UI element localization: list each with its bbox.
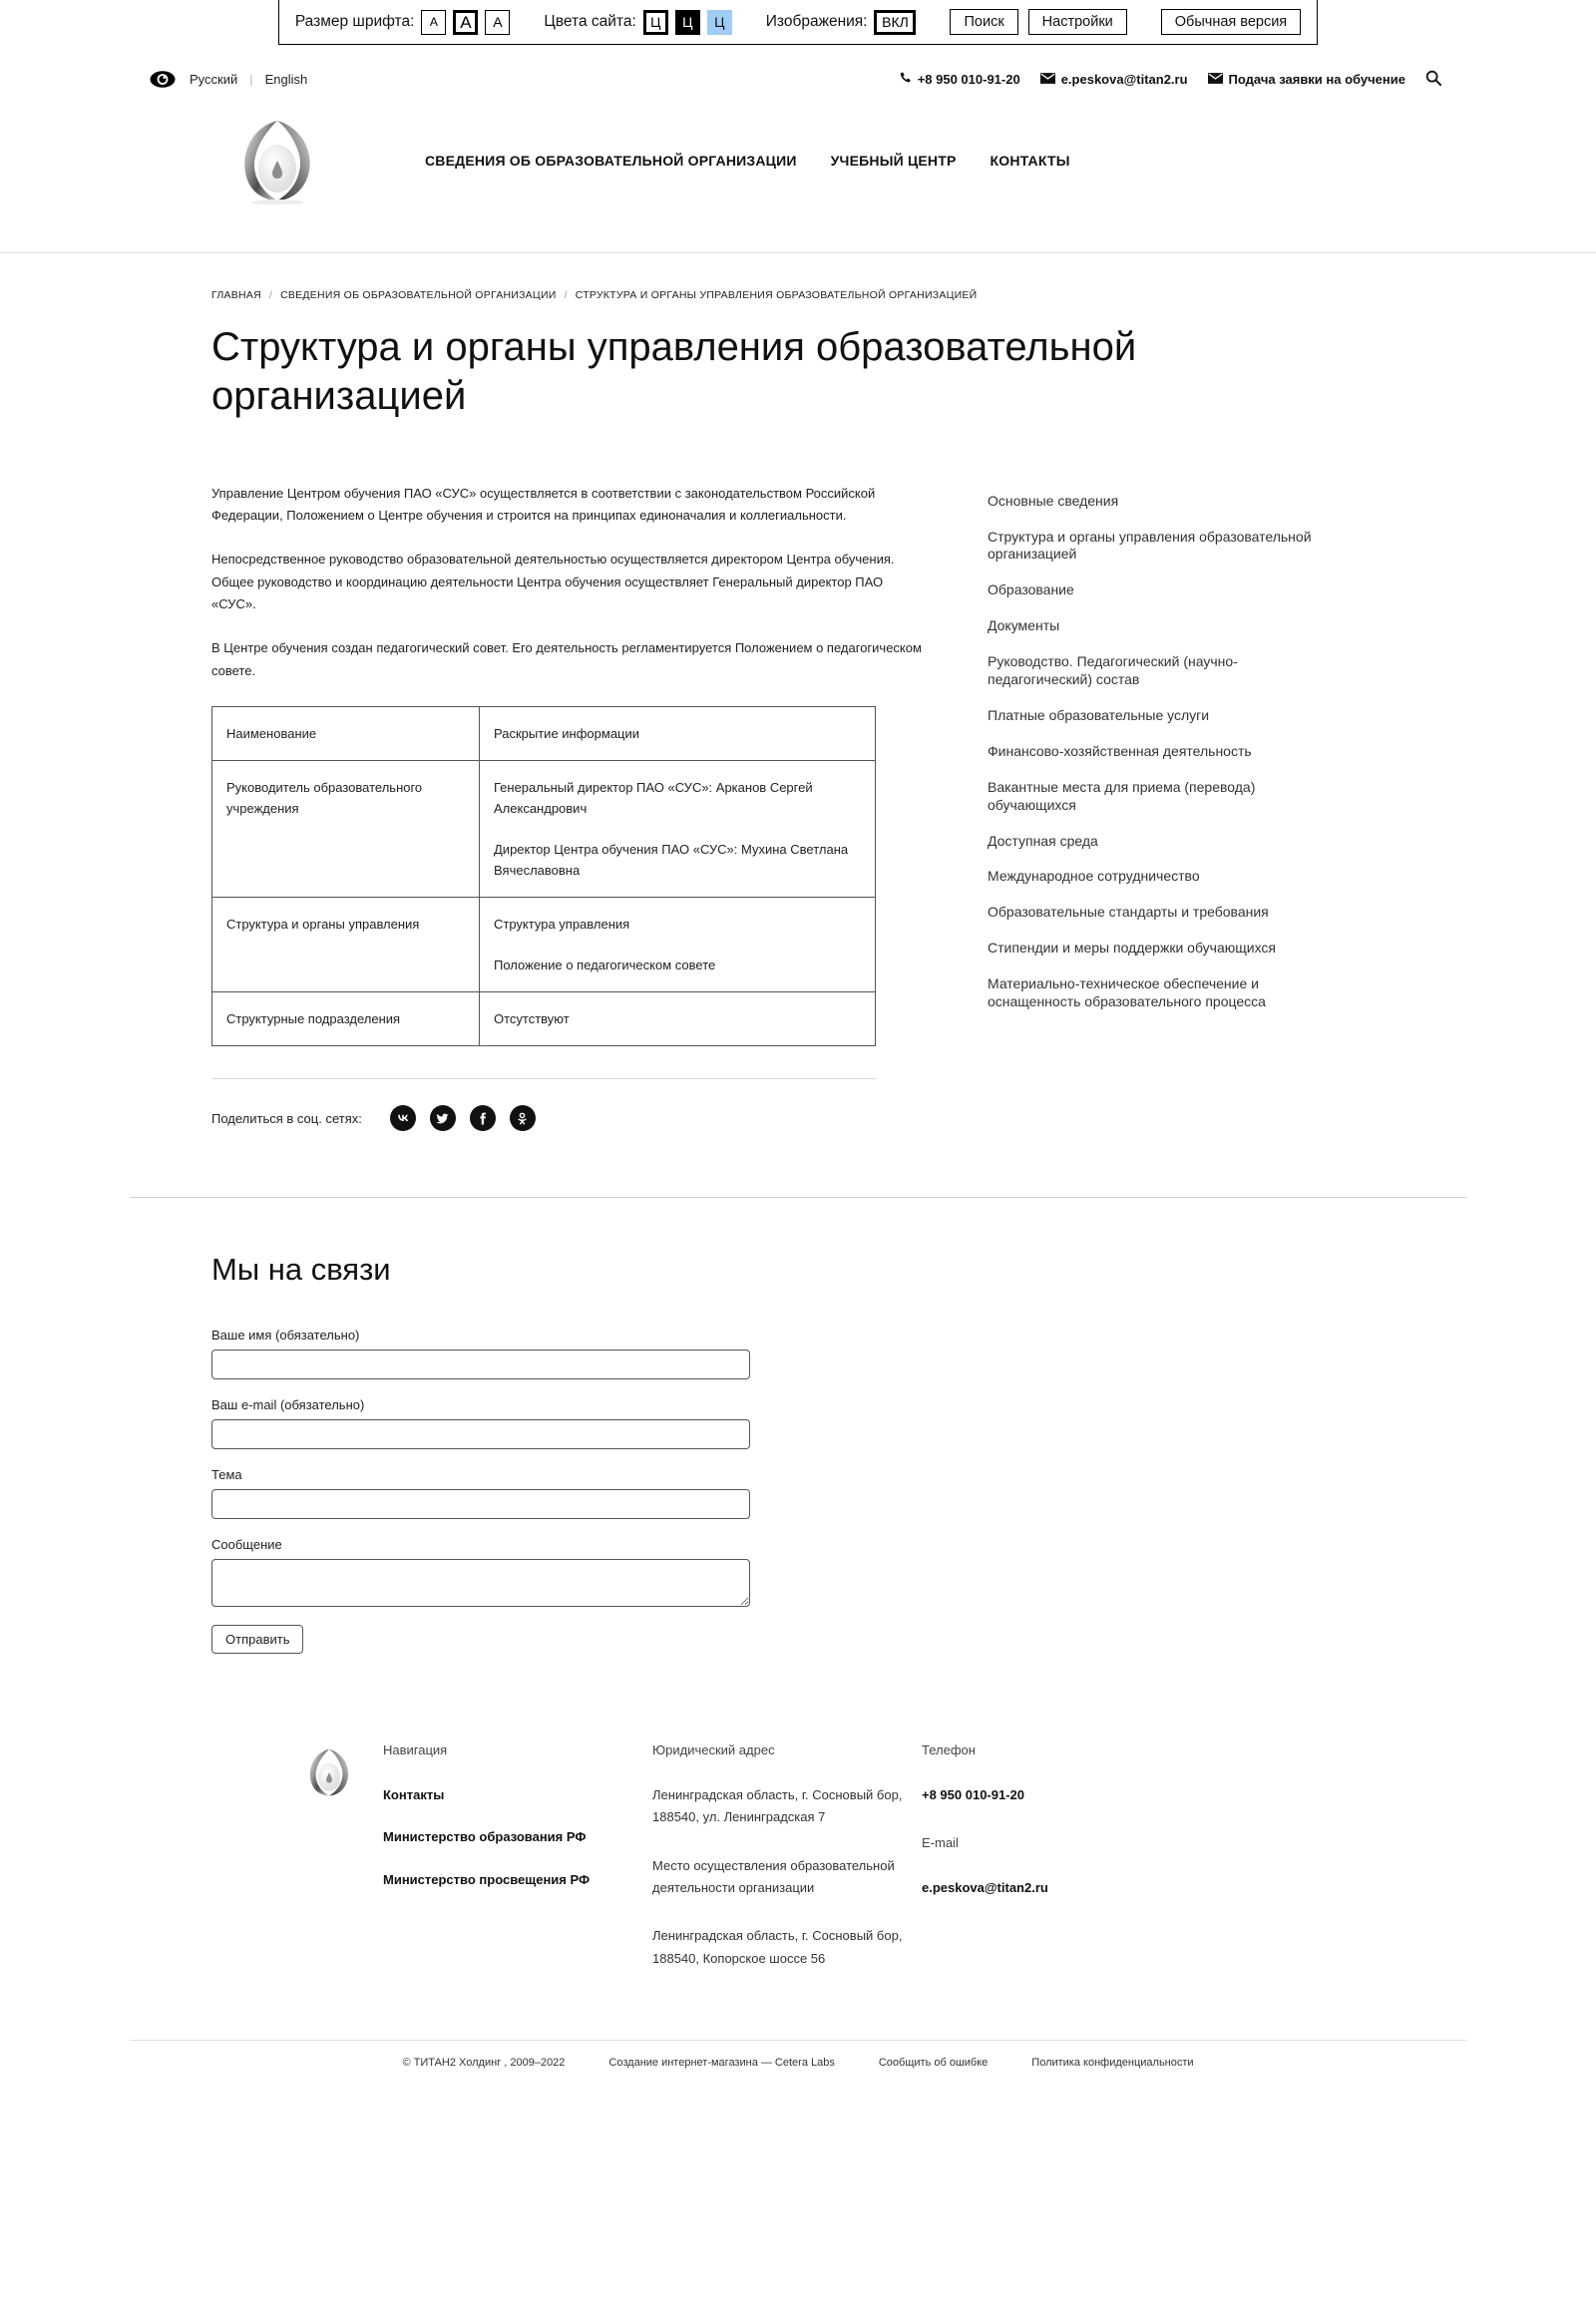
color-scheme-blue-button[interactable]: Ц (707, 10, 732, 35)
table-cell-value-2 (480, 992, 876, 1046)
table-cell-line: Структура управления (494, 917, 630, 933)
images-toggle-button[interactable]: ВКЛ (874, 10, 916, 35)
footer-logo[interactable] (211, 1739, 331, 1970)
table-header-disclosure: Раскрытие информации (480, 707, 876, 761)
lang-link-ru[interactable]: Русский (190, 72, 238, 87)
form-container (130, 1197, 1466, 1654)
application-text: Подача заявки на обучение (1228, 72, 1405, 87)
table-cell-value-1 (480, 898, 876, 992)
name-field[interactable] (211, 1350, 750, 1379)
table-cell-name-0: Руководитель образовательного учреждения (212, 761, 480, 898)
odnoklassniki-icon[interactable] (510, 1105, 536, 1131)
sidebar-item-material-support[interactable]: Материально-техническое обеспечение и оснащенность образовательного процесса (988, 975, 1266, 1010)
page-title: Структура и органы управления образовательной организацией (211, 325, 1137, 418)
submit-button[interactable]: Отправить (211, 1625, 303, 1654)
sidebar-item-standards[interactable]: Образовательные стандарты и требования (988, 904, 1269, 921)
top-utility-bar (130, 48, 1466, 103)
font-size-small-button[interactable]: А (421, 10, 446, 35)
footer-email-value[interactable]: e.peskova@titan2.ru (922, 1879, 1048, 1895)
table-cell-line: Генеральный директор ПАО «СУС»: Арканов Сергей Александрович (494, 780, 813, 817)
eye-icon[interactable] (150, 71, 176, 88)
table-cell-value-0 (480, 761, 876, 898)
nav-item-about[interactable]: СВЕДЕНИЯ ОБ ОБРАЗОВАТЕЛЬНОЙ ОРГАНИЗАЦИИ (425, 153, 797, 169)
top-utility-right (899, 70, 1466, 89)
sidebar-item-basic-info[interactable]: Основные сведения (988, 492, 1119, 509)
lang-divider: | (249, 72, 253, 87)
table-cell-line: Директор Центра обучения ПАО «СУС»: Мухина Светлана Вячеславовна (494, 842, 849, 879)
table-row (212, 761, 876, 898)
footer-address-value: Ленинградская область, г. Сосновый бор, 188540, ул. Ленинградская 7 (652, 1786, 903, 1825)
intro-paragraph-1: Управление Центром обучения ПАО «СУС» осуществляется в соответствии с законодательством Российской Федерации, Положением о Центре обучения и строится на принципах единоначалия и коллегиальности. (211, 485, 876, 523)
images-group (766, 10, 917, 35)
main-navigation (425, 153, 1070, 169)
phone-text: +8 950 010-91-20 (917, 72, 1020, 87)
site-colors-group (544, 10, 731, 35)
breadcrumb-separator-1: / (268, 289, 273, 301)
main-column (211, 483, 930, 1132)
sidebar-menu (988, 493, 1406, 1011)
contact-form (130, 1198, 1466, 1654)
header-container (130, 103, 1466, 252)
vk-icon[interactable] (390, 1105, 416, 1131)
sidebar-item-paid-services[interactable]: Платные образовательные услуги (988, 706, 1210, 723)
images-label: Изображения: (765, 13, 868, 30)
nav-item-training-center[interactable]: УЧЕБНЫЙ ЦЕНТР (830, 153, 957, 169)
footer-place-value: Ленинградская область, г. Сосновый бор, 188540, Копорское шоссе 56 (652, 1928, 903, 1966)
phone-link[interactable] (899, 72, 1020, 88)
sidebar-item-scholarships[interactable]: Стипендии и меры поддержки обучающихся (988, 940, 1277, 957)
report-error-link[interactable]: Сообщить об ошибке (878, 2057, 989, 2069)
sidebar-item-vacant-places[interactable]: Вакантные места для приема (перевода) обучающихся (988, 778, 1256, 813)
table-header-row (212, 707, 876, 761)
nav-item-contacts[interactable]: КОНТАКТЫ (990, 153, 1070, 169)
breadcrumb-separator-2: / (564, 289, 568, 301)
footer-place-heading: Место осуществления образовательной деятельности организации (652, 1857, 895, 1895)
font-size-group (295, 10, 511, 35)
breadcrumb-item-current: СТРУКТУРА И ОРГАНЫ УПРАВЛЕНИЯ ОБРАЗОВАТЕЛЬНОЙ ОРГАНИЗАЦИЕЙ (575, 289, 978, 301)
breadcrumb (211, 253, 1406, 301)
site-logo[interactable] (211, 115, 343, 206)
footer (0, 1654, 1596, 2089)
footer-address-column (652, 1739, 922, 1970)
intro-paragraph-2: Непосредственное руководство образовательной деятельностью осуществляется директором Центра обучения. Общее руководство и координацию деятельности Центра обучения осуществляет Генеральный директор ПАО «СУС». (211, 552, 895, 612)
footer-link-contacts[interactable]: Контакты (383, 1786, 445, 1802)
breadcrumb-item-home[interactable]: ГЛАВНАЯ (211, 289, 261, 301)
normal-version-button[interactable]: Обычная версия (1161, 9, 1301, 35)
font-size-large-button[interactable]: А (485, 10, 510, 35)
footer-phone-heading: Телефон (922, 1742, 976, 1758)
breadcrumb-item-about[interactable]: СВЕДЕНИЯ ОБ ОБРАЗОВАТЕЛЬНОЙ ОРГАНИЗАЦИИ (280, 289, 557, 301)
language-switcher (190, 72, 307, 87)
settings-button[interactable]: Настройки (1028, 9, 1127, 35)
message-field-label: Сообщение (211, 1537, 282, 1553)
name-field-label: Ваше имя (обязательно) (211, 1328, 360, 1344)
sidebar-item-documents[interactable]: Документы (988, 617, 1060, 634)
search-button[interactable]: Поиск (950, 9, 1017, 35)
top-utility-left (130, 71, 307, 88)
accessibility-bar-wrapper (0, 0, 1596, 48)
sidebar-item-financial-activity[interactable]: Финансово-хозяйственная деятельность (988, 742, 1252, 759)
accessibility-bar (278, 0, 1318, 45)
email-text: e.peskova@titan2.ru (1060, 72, 1188, 87)
footer-columns (130, 1739, 1466, 1970)
font-size-label: Размер шрифта: (294, 13, 415, 30)
footer-navigation-column (383, 1739, 652, 1970)
intro-paragraph-3: В Центре обучения создан педагогический совет. Его деятельность регламентируется Положением о педагогическом совете. (211, 640, 922, 678)
header-row (130, 103, 1466, 252)
sidebar-item-structure[interactable]: Структура и органы управления образовательной организацией (988, 528, 1312, 563)
content-split (211, 421, 1406, 1132)
facebook-icon[interactable] (470, 1105, 496, 1131)
page-content-pad (130, 253, 1466, 1131)
message-field[interactable] (211, 1559, 750, 1607)
table-cell-name-2: Структурные подразделения (212, 992, 480, 1046)
table-row (212, 992, 876, 1046)
sidebar (988, 483, 1406, 1132)
footer-phone-value[interactable]: +8 950 010-91-20 (922, 1786, 1025, 1802)
footer-container (130, 1739, 1466, 2089)
sidebar-item-education[interactable]: Образование (988, 581, 1074, 598)
email-link[interactable] (1040, 72, 1188, 87)
page-container (130, 253, 1466, 1131)
application-link[interactable] (1208, 72, 1405, 87)
sidebar-item-international-cooperation[interactable]: Международное сотрудничество (988, 868, 1200, 885)
envelope-icon (1040, 72, 1055, 87)
phone-icon (899, 72, 912, 88)
form-title: Мы на связи (211, 1252, 391, 1288)
governance-table (211, 706, 876, 1046)
social-share-row (211, 1078, 876, 1131)
footer-phone-column (922, 1739, 1161, 1970)
color-scheme-black-button[interactable]: Ц (675, 10, 700, 35)
sidebar-item-accessible-environment[interactable]: Доступная среда (988, 832, 1098, 849)
copyright-bar (130, 2040, 1466, 2089)
header-section (0, 103, 1596, 253)
copyright-owner: © ТИТАН2 Холдинг , 2009–2022 (402, 2057, 566, 2069)
envelope-icon-2 (1208, 72, 1223, 87)
color-scheme-white-button[interactable]: Ц (643, 10, 668, 35)
copyright-creation: Создание интернет-магазина — Cetera Labs (608, 2057, 835, 2069)
email-field-label: Ваш e-mail (обязательно) (211, 1397, 365, 1413)
twitter-icon[interactable] (430, 1105, 456, 1131)
email-field[interactable] (211, 1419, 750, 1449)
subject-field-label: Тема (211, 1467, 242, 1483)
privacy-policy-link[interactable]: Политика конфиденциальности (1031, 2057, 1194, 2069)
top-utility-container (130, 48, 1466, 103)
footer-nav-heading: Навигация (383, 1742, 448, 1758)
subject-field[interactable] (211, 1489, 750, 1519)
font-size-medium-button[interactable]: А (453, 10, 478, 35)
footer-link-ministry-education[interactable]: Министерство образования РФ (383, 1829, 587, 1845)
table-cell-line: Отсутствуют (494, 1011, 570, 1027)
footer-email-heading: E-mail (922, 1835, 959, 1851)
search-icon[interactable] (1425, 70, 1441, 89)
table-cell-name-1: Структура и органы управления (212, 898, 480, 992)
site-colors-label: Цвета сайта: (544, 13, 636, 30)
footer-address-heading: Юридический адрес (652, 1742, 775, 1758)
social-share-label: Поделиться в соц. сетях: (211, 1110, 362, 1126)
table-row (212, 898, 876, 992)
lang-link-en[interactable]: English (264, 72, 308, 87)
sidebar-item-management-staff[interactable]: Руководство. Педагогический (научно-педагогический) состав (988, 653, 1238, 688)
table-header-name: Наименование (212, 707, 480, 761)
footer-link-ministry-enlightenment[interactable]: Министерство просвещения РФ (383, 1871, 591, 1887)
table-cell-line: Положение о педагогическом совете (494, 958, 716, 973)
